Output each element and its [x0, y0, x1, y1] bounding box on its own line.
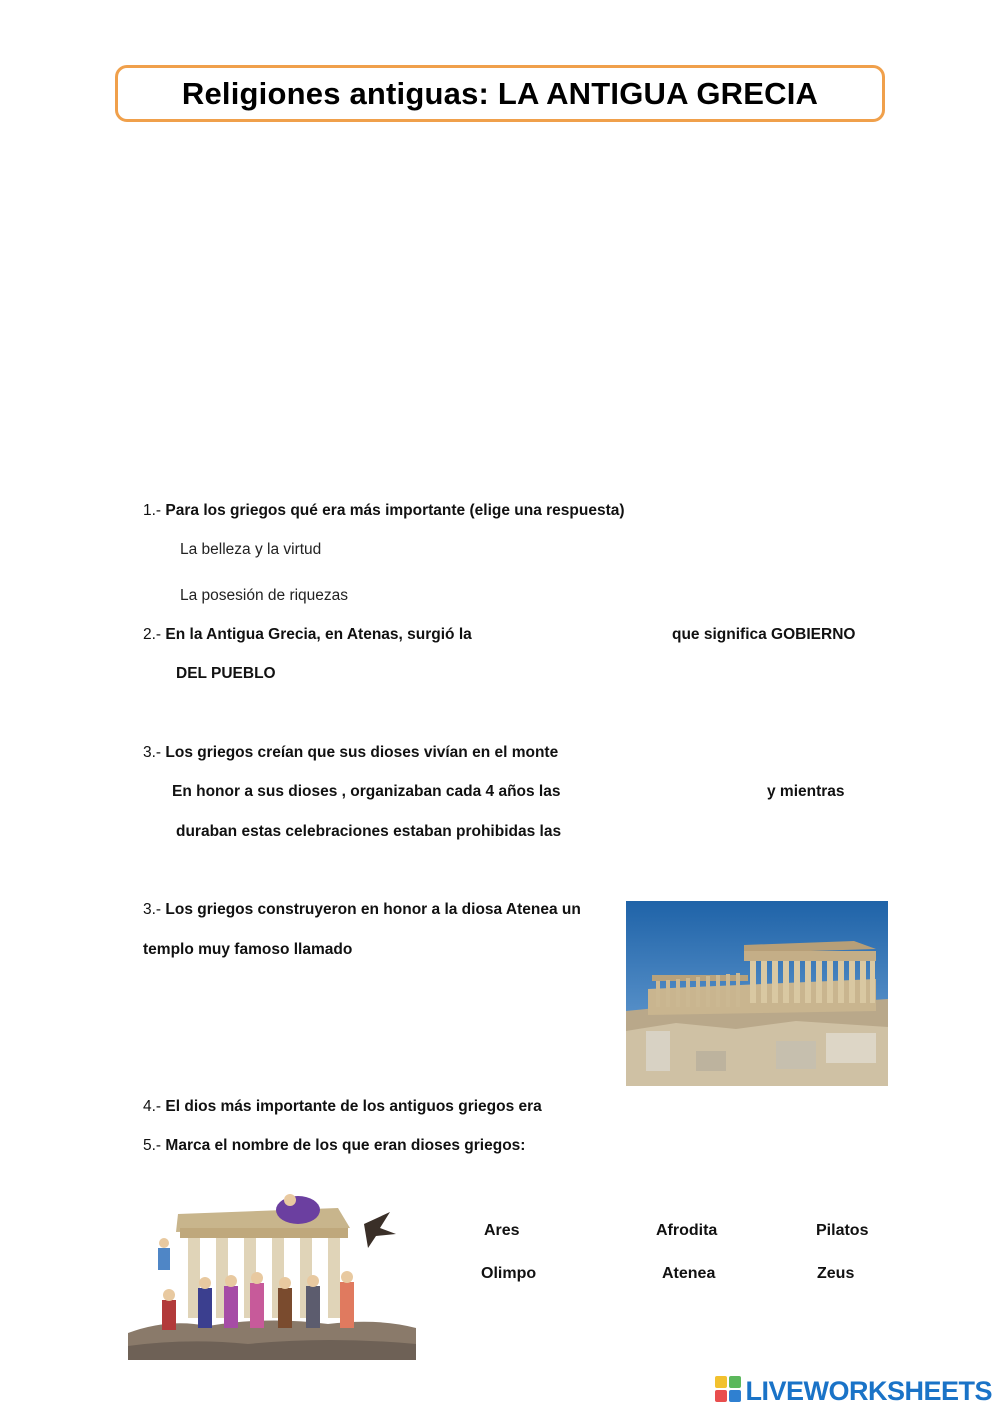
choice-olimpo[interactable]: Olimpo: [481, 1265, 537, 1282]
question-1-number: 1.-: [143, 502, 166, 519]
choice-ares[interactable]: Ares: [484, 1222, 520, 1239]
question-2-text: En la Antigua Grecia, en Atenas, surgió la: [165, 626, 472, 643]
page-title: Religiones antiguas: LA ANTIGUA GRECIA: [181, 75, 819, 111]
question-1-option-2[interactable]: La posesión de riquezas: [180, 587, 349, 604]
question-3-line-2-right: y mientras: [767, 783, 845, 800]
choice-zeus[interactable]: Zeus: [817, 1265, 855, 1282]
question-3b: [143, 901, 581, 919]
question-2-number: 2.-: [143, 626, 166, 643]
question-4-number: 4.-: [143, 1098, 166, 1115]
question-3b-line-1: Los griegos construyeron en honor a la diosa Atenea un: [165, 901, 581, 918]
question-3b-line-2: templo muy famoso llamado: [143, 941, 353, 958]
liveworksheets-brand: [715, 1376, 992, 1407]
question-3-line-3: duraban estas celebraciones estaban prohibidas las: [176, 823, 562, 840]
choice-pilatos[interactable]: Pilatos: [816, 1222, 869, 1239]
question-5-text: Marca el nombre de los que eran dioses griegos:: [165, 1137, 526, 1154]
liveworksheets-logo-icon: [715, 1376, 741, 1407]
question-4: [143, 1098, 542, 1116]
question-3-number: 3.-: [143, 744, 166, 761]
question-1-text: Para los griegos qué era más importante (elige una respuesta): [165, 502, 625, 519]
question-3: [143, 744, 558, 762]
title-box: [115, 65, 885, 122]
question-2-text-right: que significa GOBIERNO: [672, 626, 856, 643]
question-5-number: 5.-: [143, 1137, 166, 1154]
choice-afrodita[interactable]: Afrodita: [656, 1222, 718, 1239]
parthenon-image: [626, 901, 888, 1086]
olympus-gods-image: [128, 1188, 416, 1360]
question-3-line-2: En honor a sus dioses , organizaban cada 4 años las: [172, 783, 561, 800]
question-4-text: El dios más importante de los antiguos griegos era: [165, 1098, 542, 1115]
question-1-option-1[interactable]: La belleza y la virtud: [180, 541, 322, 558]
question-1: [143, 502, 625, 520]
question-3b-number: 3.-: [143, 901, 166, 918]
choice-atenea[interactable]: Atenea: [662, 1265, 716, 1282]
question-3-line-1: Los griegos creían que sus dioses vivían en el monte: [165, 744, 559, 761]
question-5: [143, 1137, 525, 1155]
question-2: [143, 626, 472, 644]
liveworksheets-wordmark: LIVEWORKSHEETS: [745, 1376, 992, 1406]
question-2-text-continued: DEL PUEBLO: [176, 665, 276, 682]
